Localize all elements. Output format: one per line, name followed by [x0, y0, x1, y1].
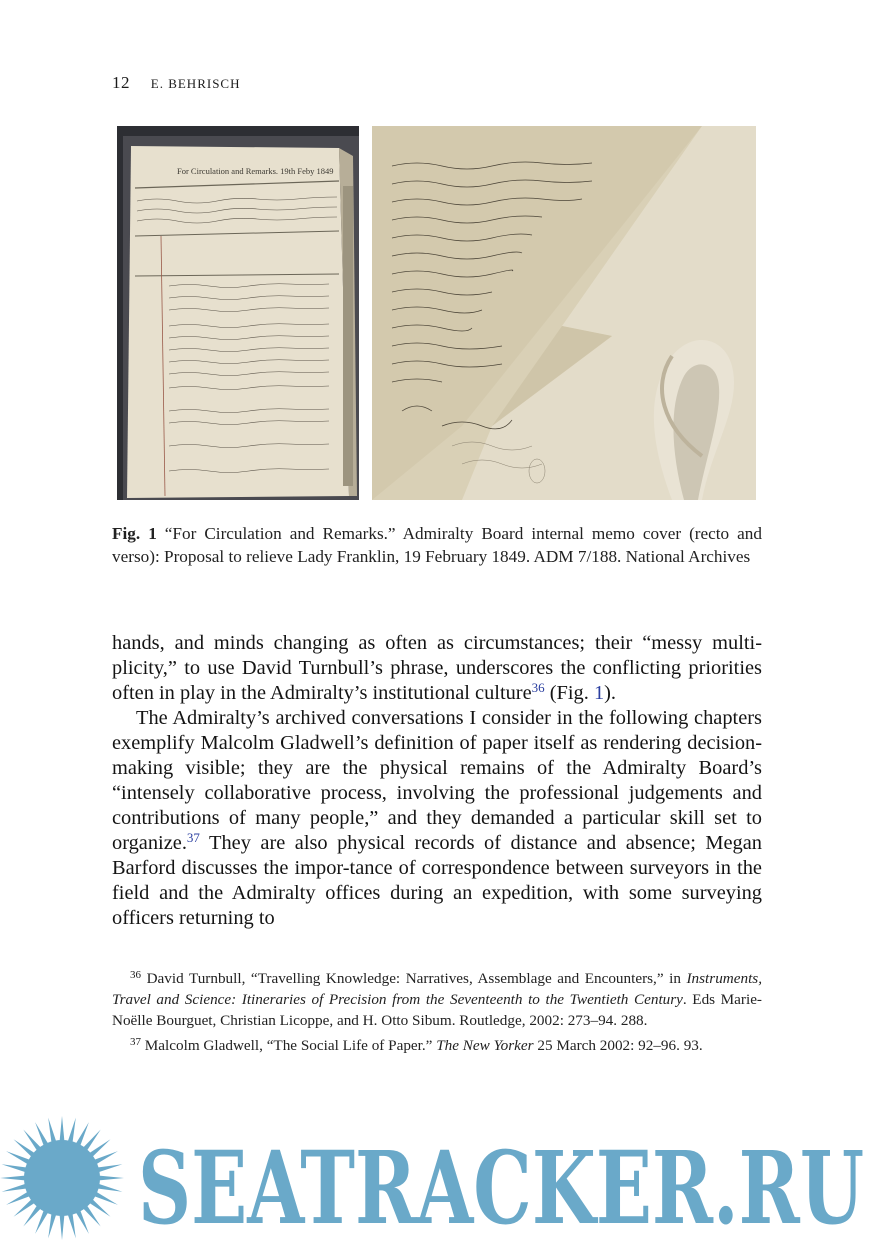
sunburst-ray — [93, 1151, 118, 1165]
footnote-number: 36 — [130, 969, 141, 981]
sunburst-ray — [0, 1176, 26, 1181]
sunburst-ray — [68, 1213, 76, 1239]
sunburst-ray — [6, 1191, 31, 1205]
paragraph-1 — [112, 631, 762, 706]
sunburst-ray — [48, 1118, 56, 1144]
sunburst-ray — [35, 1209, 49, 1234]
paragraph-2 — [112, 706, 762, 931]
footnote-37 — [112, 1035, 762, 1056]
footnote-text: Malcolm Gladwell, “The Social Life of Paper.” — [144, 1037, 437, 1054]
sunburst-ray — [97, 1164, 123, 1172]
sunburst-ray — [98, 1176, 124, 1181]
footnote-ref-37[interactable]: 37 — [186, 830, 200, 845]
sunburst-ray — [68, 1118, 76, 1144]
sunburst-ray — [2, 1184, 28, 1192]
sunburst-ray — [48, 1213, 56, 1239]
figure-image-verso — [372, 126, 756, 500]
paragraph-1-text: hands, and minds changing as often as circumstances; their “messy multi-plicity,” to use David Turnbull’s phrase, underscores the conflicting priorities often in play in the Admiralty’s institutional culture — [112, 632, 762, 704]
footnote-text-b: . Eds Marie-Noëlle Bourguet, Christian Licoppe, and H. Otto Sibum. Routledge, 2002: 273–94. 288. — [112, 991, 762, 1029]
running-head-author: E. BEHRISCH — [150, 76, 241, 91]
paragraph-1-text-c: ). — [604, 682, 617, 704]
footnote-title: Instruments, Travel and Science: Itineraries of Precision from the Seventeenth to the Twentieth Century — [112, 970, 763, 1008]
sunburst-ray — [60, 1214, 65, 1240]
body-text — [112, 631, 762, 931]
figure-image-recto — [117, 126, 359, 500]
footnote-number: 37 — [130, 1036, 141, 1048]
figure-caption — [112, 522, 762, 568]
running-head — [112, 73, 240, 93]
figure-caption-text: “For Circulation and Remarks.” Admiralty Board internal memo cover (recto and verso): Proposal to relieve Lady Franklin, 19 February 1849. ADM 7/188. National Archives — [112, 524, 762, 566]
page-number: 12 — [112, 73, 130, 92]
footnote-36 — [112, 968, 762, 1031]
footnote-title: The New Yorker — [436, 1037, 534, 1054]
figure-label: Fig. 1 — [112, 524, 157, 543]
sunburst-ray — [35, 1122, 49, 1147]
paragraph-1-text-b: (Fig. — [544, 682, 594, 704]
sunburst-ray — [97, 1184, 123, 1192]
paragraph-2-text-b: They are also physical records of distance and absence; Megan Barford discusses the impor-tance of correspondence between surveyors in the field and the Admiralty offices during an expedition, with some surveying officers returning to — [112, 832, 762, 929]
watermark-text — [138, 1125, 868, 1235]
footnote-text-b: 25 March 2002: 92–96. 93. — [533, 1037, 703, 1054]
sunburst-ray — [2, 1164, 28, 1172]
footnote-text: David Turnbull, “Travelling Knowledge: Narratives, Assemblage and Encounters,” in — [146, 970, 687, 987]
sunburst-ray — [60, 1116, 65, 1142]
svg-text:SEATRACKER.RU: SEATRACKER.RU — [138, 1129, 864, 1235]
sunburst-ray — [75, 1122, 89, 1147]
footnote-ref-36[interactable]: 36 — [531, 680, 545, 695]
sunburst-ray — [6, 1151, 31, 1165]
memo-heading: For Circulation and Remarks. 19th Feby 1849 — [177, 166, 334, 176]
sunburst-ray — [93, 1191, 118, 1205]
sunburst-ray — [75, 1209, 89, 1234]
figure-ref-link[interactable]: 1 — [593, 682, 605, 704]
footnotes — [112, 968, 762, 1060]
paragraph-2-text: The Admiralty’s archived conversations I consider in the following chapters exemplify Malcolm Gladwell’s definition of paper itself as rendering decision-making visible; they are the physical remains of the Admiralty Board’s “intensely collaborative process, involving the professional judgements and contributions of many people,” and they demanded a particular skill set to organize. — [112, 707, 762, 854]
